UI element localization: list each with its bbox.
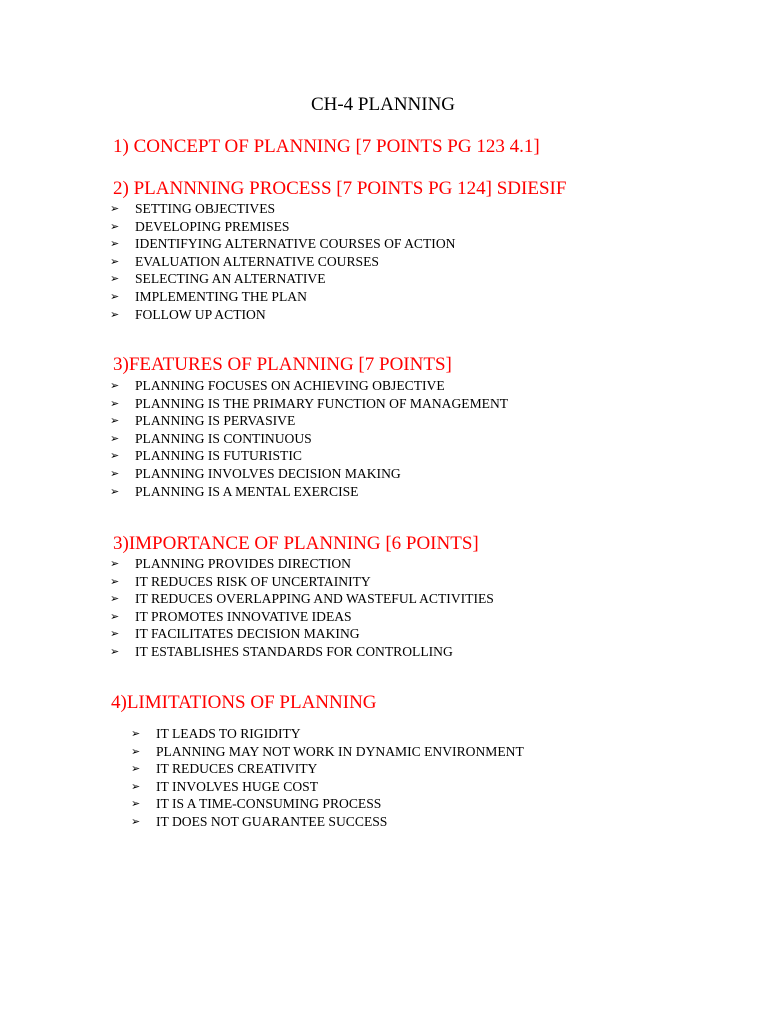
list-item: ➢ PLANNING PROVIDES DIRECTION xyxy=(110,556,351,571)
arrow-bullet-icon: ➢ xyxy=(110,272,120,286)
arrow-bullet-icon: ➢ xyxy=(131,779,141,793)
list-item: ➢ IT IS A TIME-CONSUMING PROCESS xyxy=(131,796,382,812)
section-heading-limitations: 4)LIMITATIONS OF PLANNING xyxy=(111,692,377,713)
list-item: ➢ SETTING OBJECTIVES xyxy=(110,201,276,216)
list-item: ➢ PLANNING IS CONTINUOUS xyxy=(110,430,312,446)
arrow-bullet-icon: ➢ xyxy=(131,814,141,828)
list-item: ➢ PLANNING MAY NOT WORK IN DYNAMIC ENVIRONMENT xyxy=(131,743,524,759)
list-item: ➢ IT REDUCES RISK OF UNCERTAINITY xyxy=(110,573,371,589)
list-item: ➢ PLANNING IS PERVASIVE xyxy=(110,413,296,429)
arrow-bullet-icon: ➢ xyxy=(110,484,120,498)
list-item: ➢ IT PROMOTES INNOVATIVE IDEAS xyxy=(110,608,352,624)
list-item: ➢ SELECTING AN ALTERNATIVE xyxy=(110,271,326,287)
list-item: ➢ IT LEADS TO RIGIDITY xyxy=(131,726,301,741)
arrow-bullet-icon: ➢ xyxy=(110,202,120,215)
importance-list xyxy=(110,555,494,661)
arrow-bullet-icon: ➢ xyxy=(131,744,141,758)
process-list xyxy=(110,200,455,323)
arrow-bullet-icon: ➢ xyxy=(131,797,141,811)
section-heading-features: 3)FEATURES OF PLANNING [7 POINTS] xyxy=(113,354,452,375)
list-item: ➢ PLANNING INVOLVES DECISION MAKING xyxy=(110,465,401,481)
features-list xyxy=(110,377,508,500)
arrow-bullet-icon: ➢ xyxy=(110,307,120,321)
list-item: ➢ FOLLOW UP ACTION xyxy=(110,306,266,322)
list-item: ➢ IT FACILITATES DECISION MAKING xyxy=(110,626,360,642)
list-item: ➢ PLANNING IS FUTURISTIC xyxy=(110,448,302,464)
arrow-bullet-icon: ➢ xyxy=(110,627,120,641)
arrow-bullet-icon: ➢ xyxy=(110,574,120,588)
arrow-bullet-icon: ➢ xyxy=(131,762,141,776)
arrow-bullet-icon: ➢ xyxy=(110,237,120,251)
list-item: ➢ PLANNING FOCUSES ON ACHIEVING OBJECTIVE xyxy=(110,378,445,393)
list-item: ➢ IT REDUCES CREATIVITY xyxy=(131,761,318,777)
list-item: ➢ PLANNING IS A MENTAL EXERCISE xyxy=(110,483,359,499)
arrow-bullet-icon: ➢ xyxy=(110,644,120,658)
list-item: ➢ DEVELOPING PREMISES xyxy=(110,218,290,234)
arrow-bullet-icon: ➢ xyxy=(110,466,120,480)
section-heading-concept: 1) CONCEPT OF PLANNING [7 POINTS PG 123 4.1] xyxy=(113,136,540,157)
list-item: ➢ IT DOES NOT GUARANTEE SUCCESS xyxy=(131,813,388,829)
arrow-bullet-icon: ➢ xyxy=(110,254,120,268)
section-heading-process: 2) PLANNNING PROCESS [7 POINTS PG 124] SDIESIF xyxy=(113,178,567,199)
list-item: ➢ PLANNING IS THE PRIMARY FUNCTION OF MANAGEMENT xyxy=(110,395,509,411)
arrow-bullet-icon: ➢ xyxy=(110,609,120,623)
arrow-bullet-icon: ➢ xyxy=(110,219,120,233)
list-item: ➢ IT INVOLVES HUGE COST xyxy=(131,778,318,794)
arrow-bullet-icon: ➢ xyxy=(110,449,120,463)
page-title: CH-4 PLANNING xyxy=(310,94,456,115)
arrow-bullet-icon: ➢ xyxy=(110,379,120,392)
list-item: ➢ IT REDUCES OVERLAPPING AND WASTEFUL ACTIVITIES xyxy=(110,591,494,607)
list-item: ➢ IMPLEMENTING THE PLAN xyxy=(110,288,307,304)
arrow-bullet-icon: ➢ xyxy=(131,727,141,740)
limitations-list xyxy=(131,725,524,831)
arrow-bullet-icon: ➢ xyxy=(110,289,120,303)
arrow-bullet-icon: ➢ xyxy=(110,431,120,445)
list-item: ➢ IT ESTABLISHES STANDARDS FOR CONTROLLING xyxy=(110,643,453,659)
arrow-bullet-icon: ➢ xyxy=(110,396,120,410)
section-heading-importance: 3)IMPORTANCE OF PLANNING [6 POINTS] xyxy=(113,533,479,554)
arrow-bullet-icon: ➢ xyxy=(110,414,120,428)
list-item: ➢ EVALUATION ALTERNATIVE COURSES xyxy=(110,253,379,269)
arrow-bullet-icon: ➢ xyxy=(110,592,120,606)
arrow-bullet-icon: ➢ xyxy=(110,557,120,570)
list-item: ➢ IDENTIFYING ALTERNATIVE COURSES OF ACTION xyxy=(110,236,456,252)
